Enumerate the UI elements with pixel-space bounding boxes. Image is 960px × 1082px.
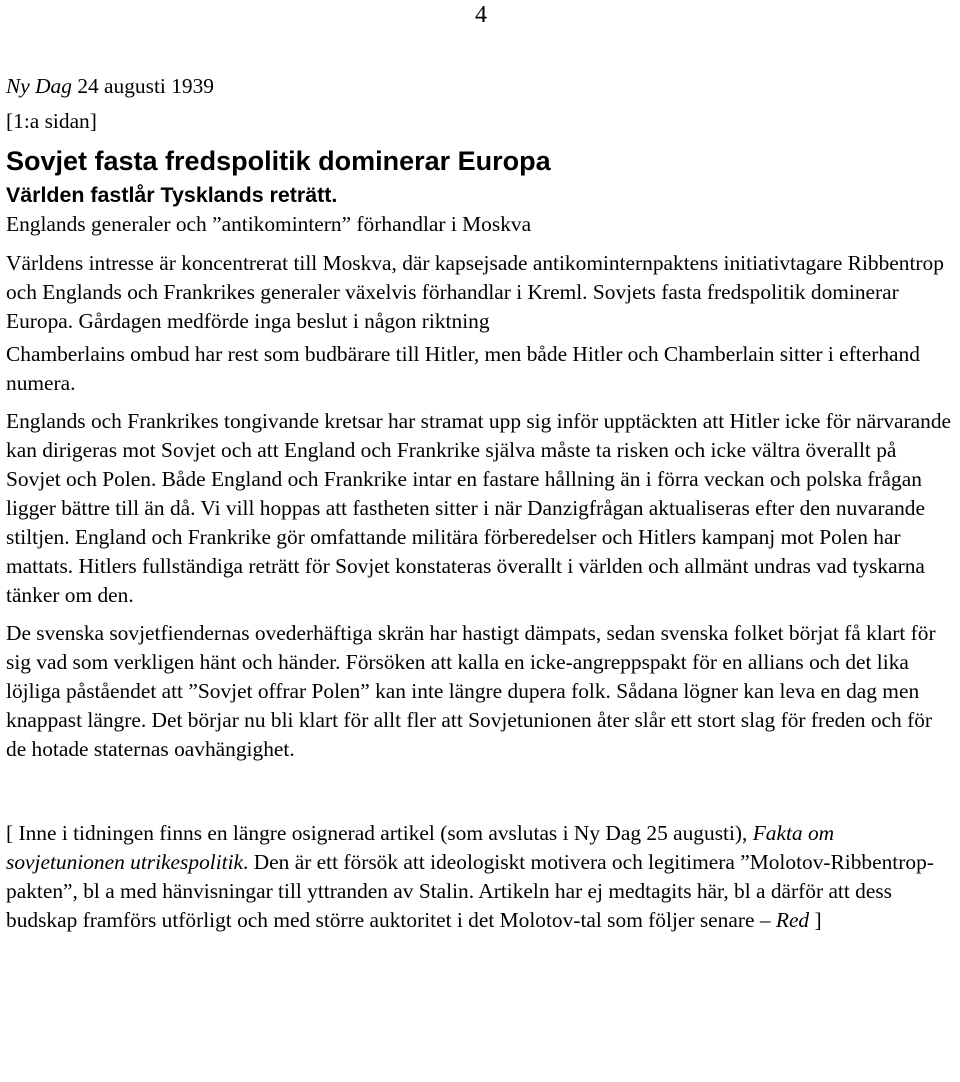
page-reference: [1:a sidan] (6, 109, 97, 133)
note-text-after: ] (809, 908, 822, 932)
note-text-before: [ Inne i tidningen finns en längre osignerad artikel (som avslutas i Ny Dag 25 augusti), (6, 821, 753, 845)
note-text-middle: . Den är ett försök att ideologiskt motivera och legitimera ”Molotov-Ribbentrop-pakten”, bl a med hänvisningar till yttranden av Stalin. Artikeln har ej medtagits här, bl a därför att dess budskap framförs utförligt och med större auktoritet i det Molotov-tal som följer senare – (6, 850, 934, 932)
article (6, 72, 956, 935)
page-number: 4 (475, 2, 487, 28)
body-paragraph: Chamberlains ombud har rest som budbärare till Hitler, men både Hitler och Chamberlain sitter i efterhand numera. (6, 342, 920, 395)
body-paragraph: De svenska sovjetfiendernas ovederhäftiga skrän har hastigt dämpats, sedan svenska folket börjat få klart för sig vad som verkligen hänt och händer. Försöken att kalla en icke-angreppspakt för en allians och det lika löjliga påståendet att ”Sovjet offrar Polen” kan inte längre dupera folk. Sådana lögner kan leva en dag men knappast längre. Det börjar nu bli klart för allt fler att Sovjetunionen åter slår ett stort slag för freden och för de hotade staternas oavhängighet. (6, 621, 936, 761)
newspaper-name: Ny Dag (6, 74, 72, 98)
article-secondary-headline: Englands generaler och ”antikomintern” förhandlar i Moskva (6, 212, 532, 236)
article-subheadline: Världen fastlår Tysklands reträtt. (6, 183, 338, 207)
note-red: Red (775, 908, 810, 932)
note-article-title: Fakta om sovjetunionen utrikespolitik (6, 821, 835, 874)
article-headline: Sovjet fasta fredspolitik dominerar Europa (6, 146, 551, 176)
body-paragraph: Englands och Frankrikes tongivande kretsar har stramat upp sig inför upptäckten att Hitler icke för närvarande kan dirigeras mot Sovjet och att England och Frankrike själva måste ta risken och icke vältra överallt på Sovjet och Polen. Både England och Frankrike intar en fastare hållning än i förra veckan och polska frågan ligger bättre till än då. Vi vill hoppas att fastheten sitter i när Danzigfrågan aktualiseras efter den nuvarande stiltjen. England och Frankrike gör omfattande militära förberedelser och Hitlers kampanj mot Polen har mattats. Hitlers fullständiga reträtt för Sovjet konstateras överallt i världen och allmänt undras vad tyskarna tänker om den. (6, 409, 952, 607)
source-date: 24 augusti 1939 (77, 74, 214, 98)
editorial-note (6, 819, 956, 935)
body-paragraph: Världens intresse är koncentrerat till Moskva, där kapsejsade antikominternpaktens initiativtagare Ribbentrop och Englands och Frankrikes generaler växelvis förhandlar i Kreml. Sovjets fasta fredspolitik dominerar Europa. Gårdagen medförde inga beslut i någon riktning (6, 251, 944, 333)
source-line (6, 72, 956, 101)
